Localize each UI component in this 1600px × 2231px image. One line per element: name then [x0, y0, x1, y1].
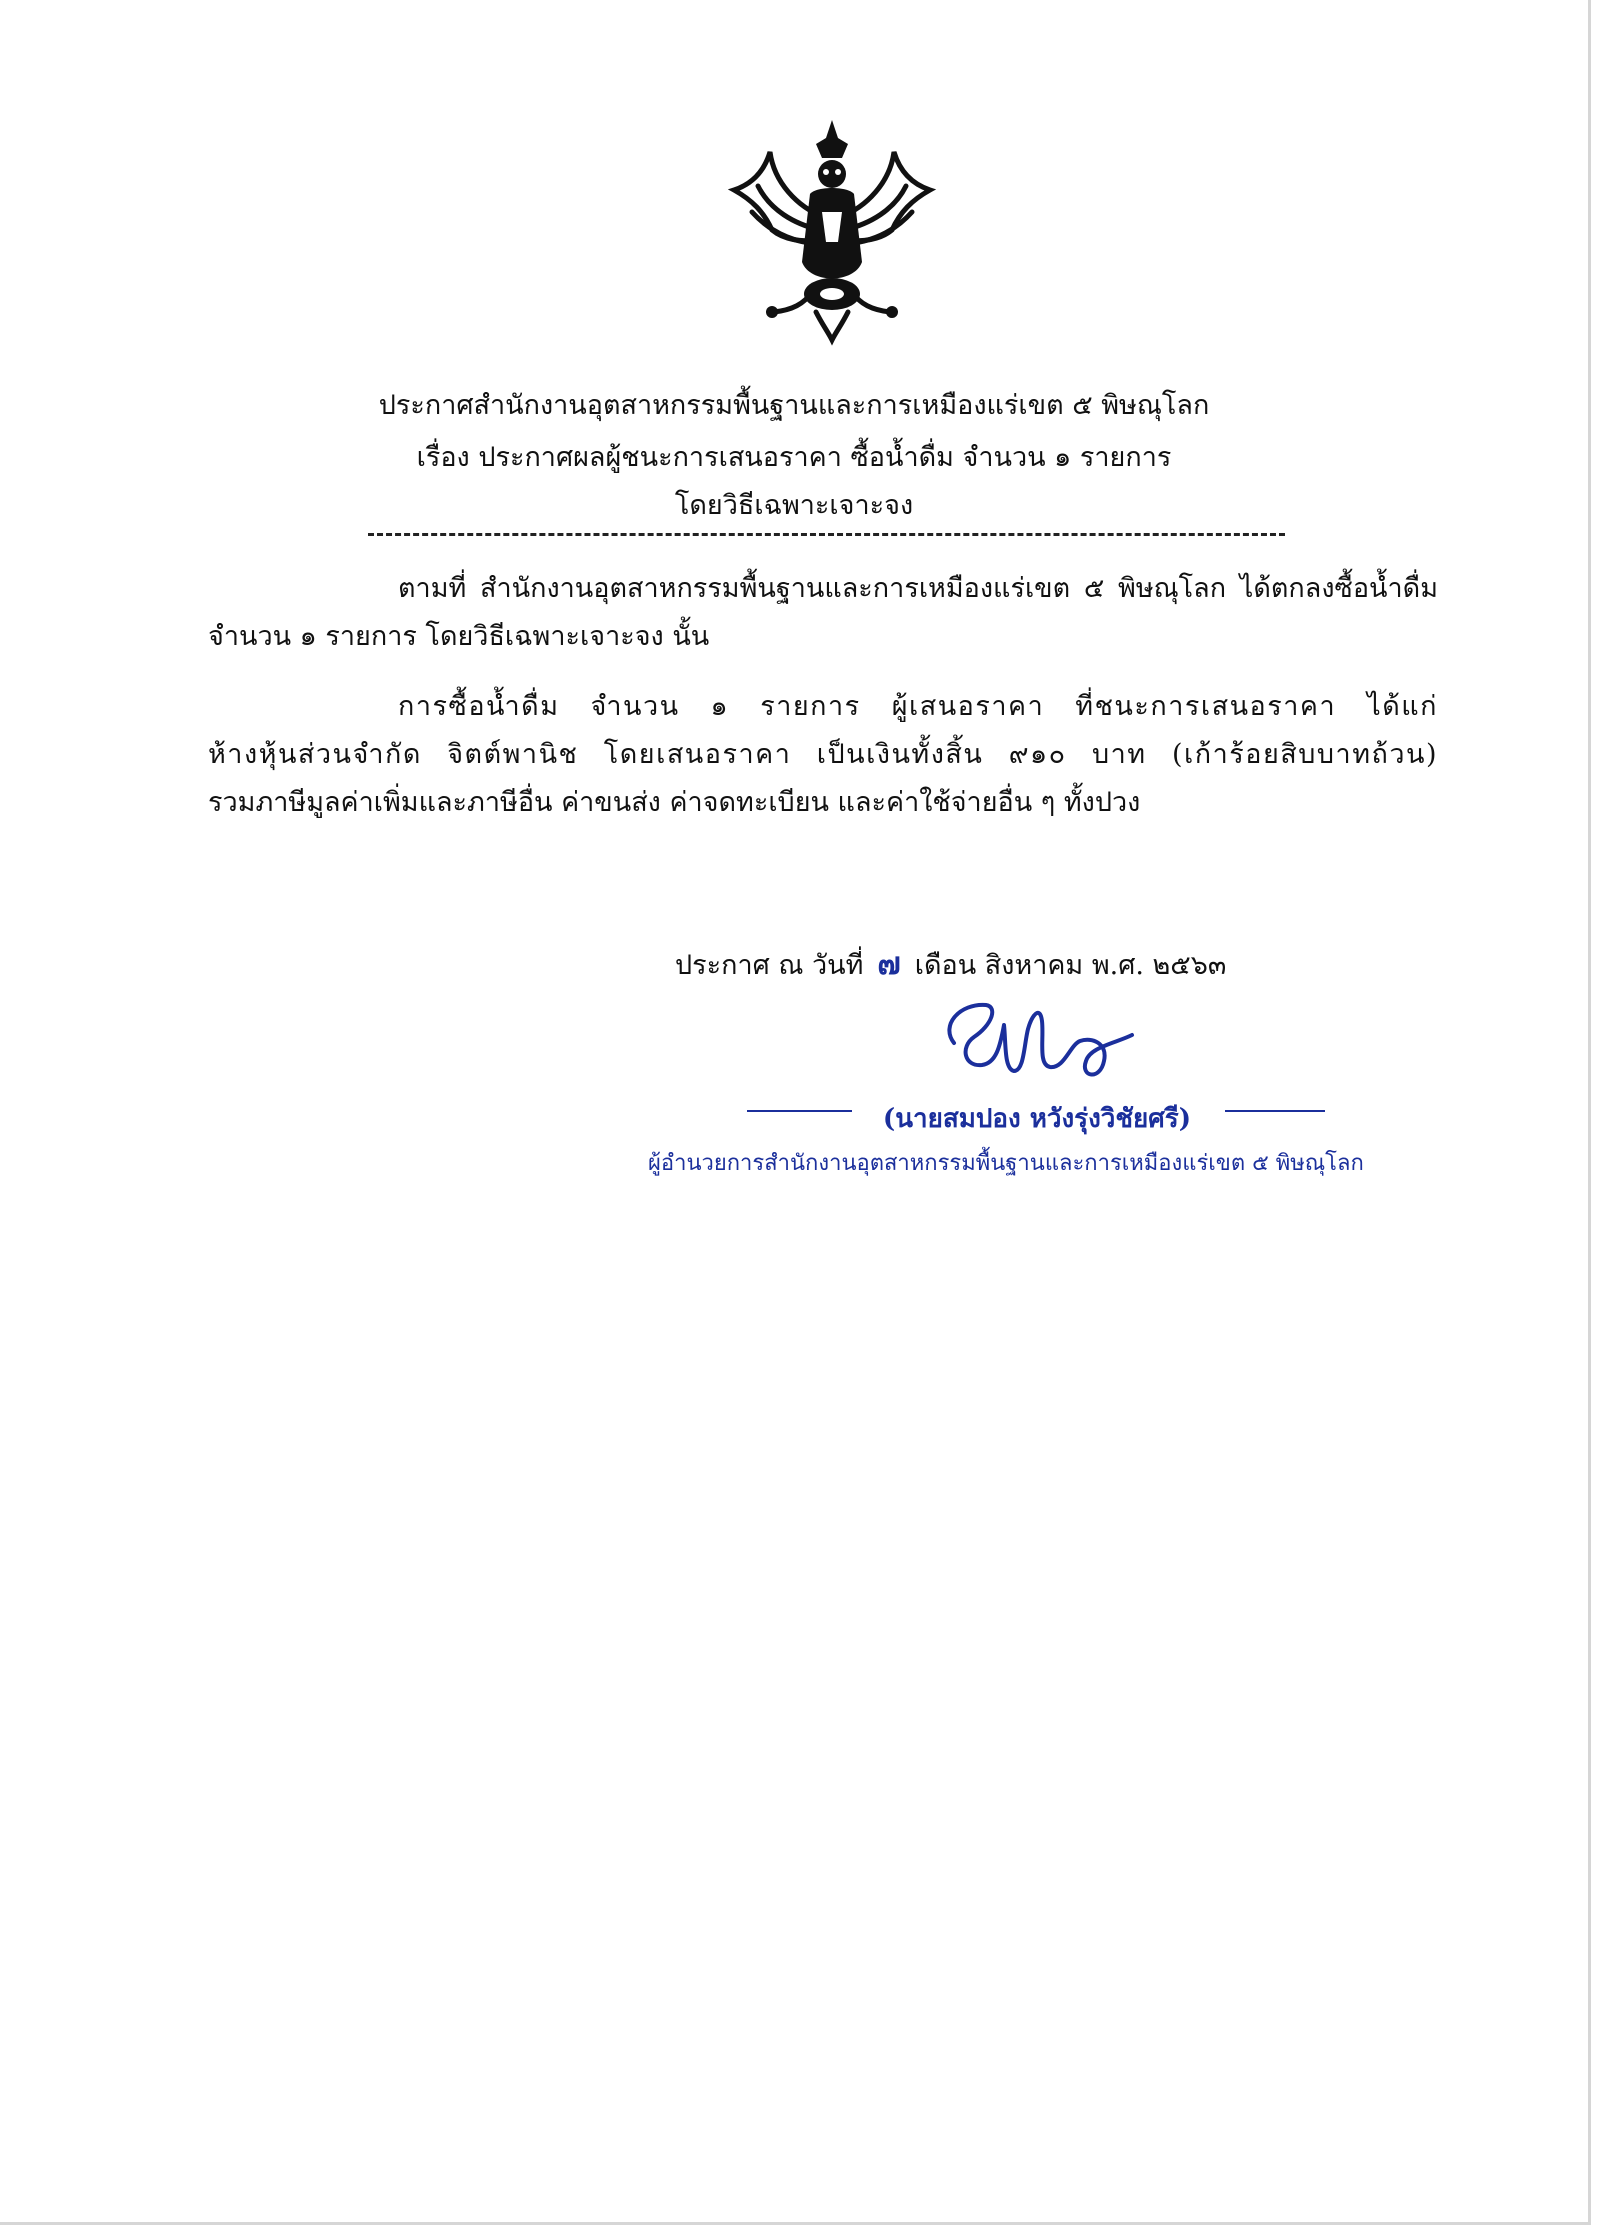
paragraph-intro	[208, 565, 1438, 661]
paragraph-intro-line-2: จำนวน ๑ รายการ โดยวิธีเฉพาะเจาะจง นั้น	[208, 621, 710, 652]
signature-line-left	[747, 1110, 852, 1112]
dashed-separator	[368, 533, 1285, 536]
date-prefix: ประกาศ ณ วันที่	[675, 950, 864, 981]
paragraph-result-line-1: การซื้อน้ำดื่ม จำนวน ๑ รายการ ผู้เสนอราคา ที่ชนะการเสนอราคา ได้แก่	[398, 691, 1438, 722]
paragraph-result	[208, 683, 1438, 827]
paragraph-result-line-3: รวมภาษีมูลค่าเพิ่มและภาษีอื่น ค่าขนส่ง ค่าจดทะเบียน และค่าใช้จ่ายอื่น ๆ ทั้งปวง	[208, 787, 1141, 818]
paragraph-intro-line-1: ตามที่ สำนักงานอุตสาหกรรมพื้นฐานและการเหมืองแร่เขต ๕ พิษณุโลก ได้ตกลงซื้อน้ำดื่ม	[398, 573, 1438, 604]
signatory-name: (นายสมปอง หวังรุ่งวิชัยศรี)	[882, 1104, 1192, 1134]
date-suffix: เดือน สิงหาคม พ.ศ. ๒๕๖๓	[914, 950, 1227, 981]
procurement-method: โดยวิธีเฉพาะเจาะจง	[674, 490, 914, 521]
announcement-date	[675, 938, 1226, 988]
signature-line-right	[1225, 1110, 1325, 1112]
date-day: ๗	[877, 946, 901, 982]
signatory-name-row	[747, 1098, 1327, 1138]
paragraph-result-line-2: ห้างหุ้นส่วนจำกัด จิตต์พานิช โดยเสนอราคา เป็นเงินทั้งสิ้น ๙๑๐ บาท (เก้าร้อยสิบบาทถ้วน)	[208, 739, 1438, 770]
signatory-position: ผู้อำนวยการสำนักงานอุตสาหกรรมพื้นฐานและการเหมืองแร่เขต ๕ พิษณุโลก	[648, 1151, 1364, 1176]
announcement-subject: เรื่อง ประกาศผลผู้ชนะการเสนอราคา ซื้อน้ำดื่ม จำนวน ๑ รายการ	[416, 442, 1172, 473]
announcement-title: ประกาศสำนักงานอุตสาหกรรมพื้นฐานและการเหมืองแร่เขต ๕ พิษณุโลก	[378, 390, 1210, 421]
garuda-emblem-icon	[712, 112, 952, 347]
handwritten-signature	[920, 985, 1160, 1095]
